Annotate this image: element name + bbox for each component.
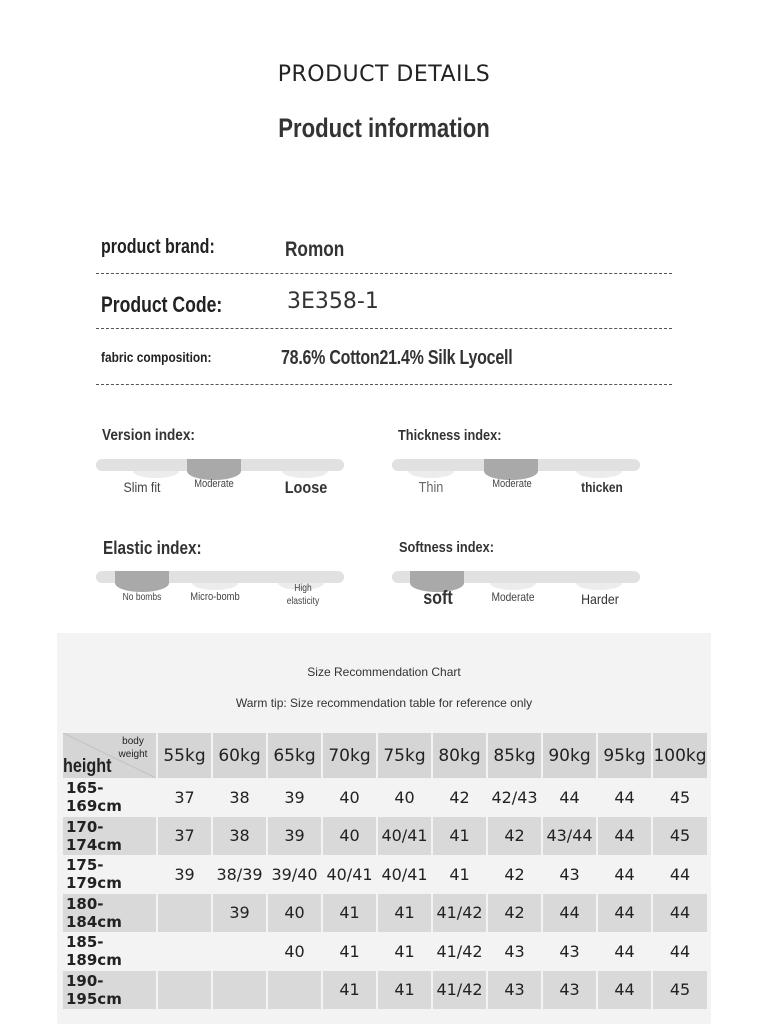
size-cell: 42 [487,817,542,856]
code-label: Product Code: [101,292,223,317]
size-cell: 41 [432,817,487,856]
size-cell: 41/42 [432,894,487,933]
version-option-loose: Loose [284,478,328,497]
weight-header: 90kg [542,733,597,778]
size-cell: 44 [597,894,652,933]
size-cell: 42 [487,894,542,933]
size-cell: 43 [487,971,542,1010]
elastic-option-no-bombs: No bombs [122,592,162,603]
elastic-index-label: Elastic index: [103,538,202,558]
size-cell: 44 [597,932,652,971]
weight-header: 55kg [157,733,212,778]
size-cell: 41 [377,932,432,971]
size-cell: 43 [542,855,597,894]
size-cell: 44 [542,894,597,933]
code-value: 3E358-1 [287,289,379,314]
softness-index-scale [392,571,640,611]
corner-height-label: height [63,756,112,777]
size-cell: 41 [322,971,377,1010]
size-cell: 44 [542,778,597,817]
table-row [63,894,707,933]
size-cell: 40 [377,778,432,817]
size-cell: 37 [157,778,212,817]
corner-weight-label: body weight [118,736,148,760]
size-cell: 40/41 [377,817,432,856]
table-row [63,855,707,894]
size-cell: 43/44 [542,817,597,856]
version-option-slim-fit: Slim fit [123,479,161,495]
size-cell: 40 [267,894,322,933]
size-cell: 42 [432,778,487,817]
divider [96,273,672,274]
size-cell: 43 [542,971,597,1010]
brand-label: product brand: [101,236,215,258]
size-cell: 44 [652,932,707,971]
size-cell: 41 [322,894,377,933]
size-cell: 42 [487,855,542,894]
table-row [63,932,707,971]
divider [96,328,672,329]
size-cell: 44 [652,894,707,933]
table-header-row [63,733,707,778]
size-cell: 40/41 [322,855,377,894]
softness-option-moderate: Moderate [491,590,535,604]
size-cell: 39 [212,894,267,933]
size-cell: 43 [542,932,597,971]
table-row [63,971,707,1010]
table-corner-cell [63,733,157,778]
thickness-index-scale [392,459,640,499]
size-cell: 39 [267,778,322,817]
weight-header: 65kg [267,733,322,778]
fabric-label: fabric composition: [101,349,212,365]
size-cell: 41 [377,971,432,1010]
height-range-cell: 175-179cm [63,855,157,894]
divider [96,384,672,385]
weight-header: 60kg [212,733,267,778]
version-index-scale [96,459,344,499]
size-cell: 39/40 [267,855,322,894]
size-chart-title: Size Recommendation Chart [307,665,461,679]
size-cell: 44 [597,817,652,856]
size-cell [157,932,212,971]
size-cell: 45 [652,971,707,1010]
thickness-index-label: Thickness index: [398,427,502,444]
weight-header: 80kg [432,733,487,778]
thickness-option-thin: Thin [418,479,444,496]
softness-option-soft: soft [423,588,453,609]
table-row [63,778,707,817]
size-cell: 44 [597,778,652,817]
fabric-value: 78.6% Cotton21.4% Silk Lyocell [281,347,513,369]
size-cell: 39 [157,855,212,894]
size-cell: 38/39 [212,855,267,894]
size-cell: 44 [652,855,707,894]
size-cell: 40/41 [377,855,432,894]
page-subtitle: Product information [278,113,490,143]
version-index-label: Version index: [102,427,195,444]
size-cell [267,971,322,1010]
size-cell: 41 [377,894,432,933]
size-cell: 45 [652,817,707,856]
size-cell: 43 [487,932,542,971]
size-cell: 39 [267,817,322,856]
size-cell: 45 [652,778,707,817]
weight-header: 75kg [377,733,432,778]
size-cell [157,971,212,1010]
height-range-cell: 170-174cm [63,817,157,856]
brand-value: Romon [285,238,345,261]
softness-index-label: Softness index: [399,539,494,556]
size-cell: 41 [432,855,487,894]
size-cell: 42/43 [487,778,542,817]
thickness-option-thicken: thicken [581,479,623,495]
height-range-cell: 190-195cm [63,971,157,1010]
elastic-option-high-elasticity: High elasticity [286,583,320,607]
size-cell [212,971,267,1010]
size-cell: 40 [267,932,322,971]
size-cell: 41/42 [432,932,487,971]
height-range-cell: 165-169cm [63,778,157,817]
size-cell: 41 [322,932,377,971]
thickness-option-moderate: Moderate [492,478,532,490]
size-cell: 40 [322,778,377,817]
weight-header: 100kg [652,733,707,778]
elastic-index-scale [96,571,344,611]
version-option-moderate: Moderate [194,478,234,490]
page-title: PRODUCT DETAILS [277,62,491,87]
size-cell: 38 [212,778,267,817]
size-cell [157,894,212,933]
size-cell: 44 [597,855,652,894]
elastic-option-micro-bomb: Micro-bomb [190,591,240,603]
weight-header: 85kg [487,733,542,778]
size-cell: 44 [597,971,652,1010]
size-cell: 41/42 [432,971,487,1010]
weight-header: 95kg [597,733,652,778]
height-range-cell: 185-189cm [63,932,157,971]
size-chart-tip: Warm tip: Size recommendation table for reference only [235,696,533,710]
size-cell [212,932,267,971]
size-table [63,733,707,1009]
size-cell: 40 [322,817,377,856]
table-row [63,817,707,856]
softness-option-harder: Harder [581,591,619,607]
size-cell: 37 [157,817,212,856]
height-range-cell: 180-184cm [63,894,157,933]
size-cell: 38 [212,817,267,856]
weight-header: 70kg [322,733,377,778]
